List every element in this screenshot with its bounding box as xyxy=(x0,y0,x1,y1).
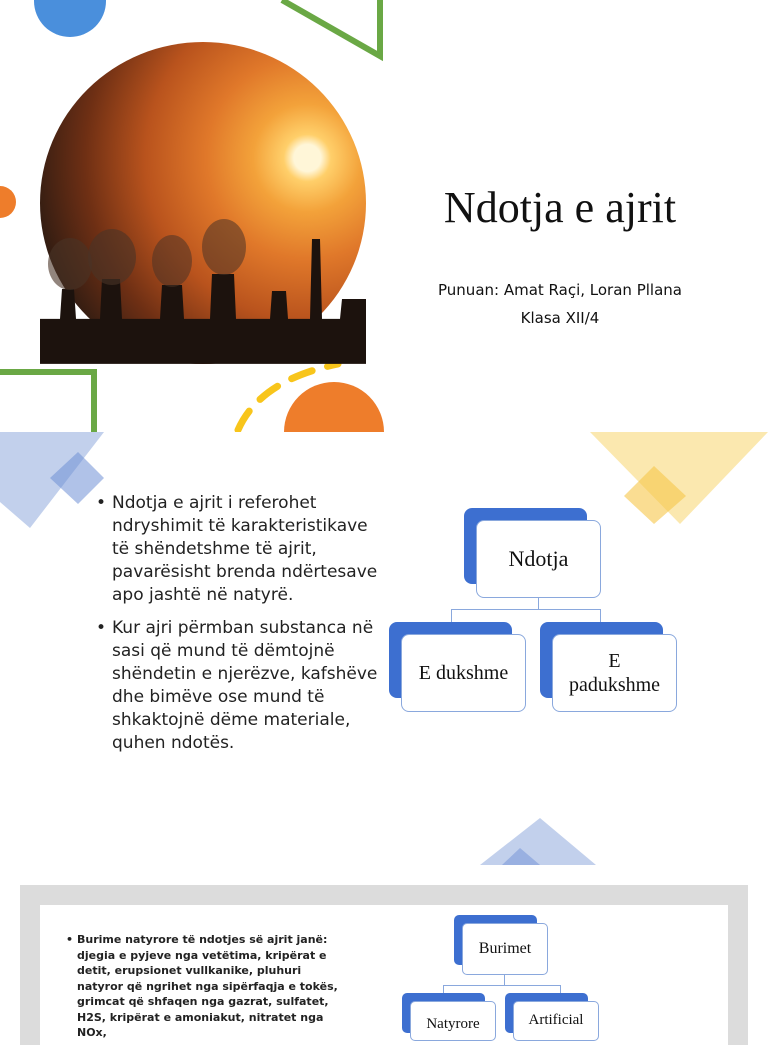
diagram-connector xyxy=(443,985,444,993)
diagram-left-node: Natyrore xyxy=(410,1001,496,1041)
diagram-root-node: Burimet xyxy=(462,923,548,975)
content-slide-types xyxy=(0,432,768,865)
bullet-list xyxy=(66,932,342,1041)
title-slide xyxy=(0,0,768,432)
diagram-root-node: Ndotja xyxy=(476,520,601,598)
diagram-connector xyxy=(504,975,505,985)
green-triangle-shape xyxy=(282,0,380,56)
diagram-connector xyxy=(443,985,561,986)
diagram-right-node: E padukshme xyxy=(552,634,677,712)
diagram-left-node: E dukshme xyxy=(401,634,526,712)
orange-half-circle-left xyxy=(0,186,16,218)
yellow-triangle-shape xyxy=(590,432,768,524)
diagram-connector xyxy=(600,609,601,623)
authors-line: Punuan: Amat Raçi, Loran Pllana xyxy=(438,281,682,299)
content-slide-sources xyxy=(0,865,768,1039)
bullet-item: • Burime natyrore të ndotjes së ajrit janë: djegia e pyjeve nga vetëtima, kripërat e detit, erupsionet vullkanike, pluhuri natyror që ngrihet nga sipërfaqja e tokës, grimcat që shfaqen nga gazrat, sulfatet, H2S, kripërat e amoniakut, nitratet nga NOx, xyxy=(66,932,342,1041)
diagram-connector xyxy=(451,609,601,610)
diagram-connector xyxy=(451,609,452,623)
orange-half-circle-bottom xyxy=(284,382,384,432)
bullet-list xyxy=(96,492,388,765)
slide-title: Ndotja e ajrit xyxy=(443,183,677,232)
factory-smoke-photo xyxy=(40,42,366,364)
bullet-item: • Kur ajri përmban substanca në sasi që mund të dëmtojnë shëndetin e njerëzve, kafshëve dhe bimëve ose mund të shkaktojnë dëme materiale, quhen ndotës. xyxy=(96,617,388,755)
bullet-item: • Ndotja e ajrit i referohet ndryshimit të karakteristikave të shëndetshme të ajrit, pavarësisht brenda ndërtesave apo jashtë në natyrë. xyxy=(96,492,388,607)
class-line: Klasa XII/4 xyxy=(520,309,600,327)
slide-subtitle xyxy=(400,276,720,332)
diagram-connector xyxy=(538,598,539,609)
blue-bottom-triangle-shape xyxy=(480,818,596,865)
green-corner-shape xyxy=(0,372,94,432)
diagram-connector xyxy=(560,985,561,993)
diagram-right-node: Artificial xyxy=(513,1001,599,1041)
factory-silhouette-icon xyxy=(40,219,366,364)
blue-circle-shape xyxy=(34,0,106,37)
